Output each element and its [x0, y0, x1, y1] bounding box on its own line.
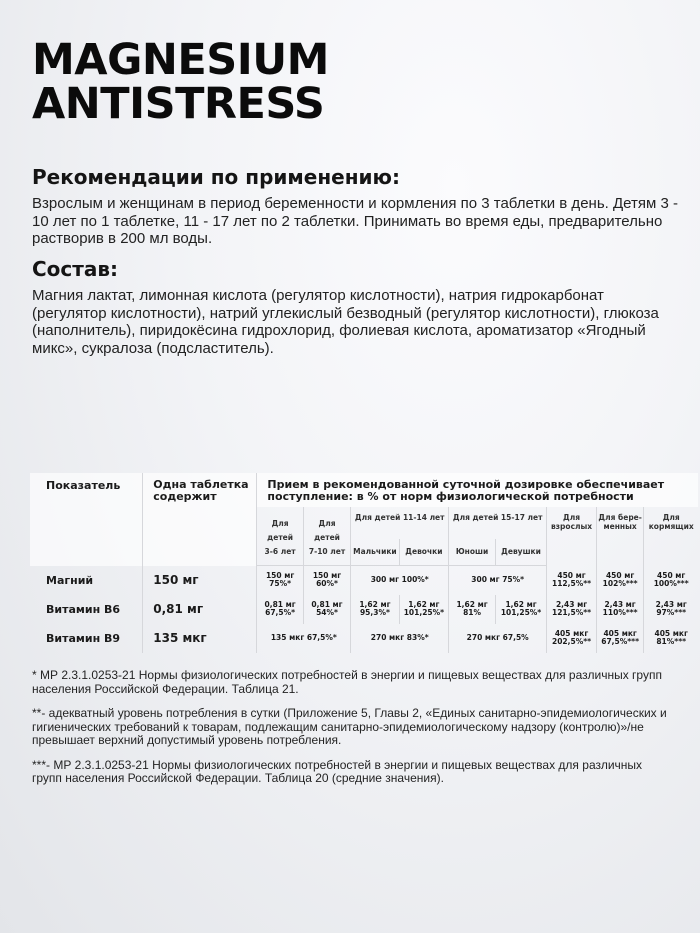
- cell-lactating: 2,43 мг 97%***: [644, 595, 698, 624]
- cell-boys: 1,62 мг 95,3%*: [351, 595, 399, 624]
- header-kids-15-17: Для детей 15-17 лет: [449, 507, 547, 539]
- row-name: Витамин В6: [46, 602, 121, 616]
- composition-section: [32, 257, 682, 357]
- footnotes: [32, 669, 672, 797]
- header-girls: Девочки: [399, 539, 449, 566]
- cell-kids-15-17: 300 мг 75%*: [449, 566, 547, 595]
- usage-heading: Рекомендации по применению:: [32, 165, 400, 189]
- header-lactating: Для кормящих: [644, 507, 698, 566]
- cell-girls: 1,62 мг 101,25%*: [399, 595, 449, 624]
- cell-adults: 450 мг 112,5%**: [547, 566, 597, 595]
- row-tablet: 135 мкг: [143, 624, 257, 653]
- cell-kids-7-10: 0,81 мг 54%*: [303, 595, 350, 624]
- usage-text: Взрослым и женщинам в период беременности и кормления по 3 таблетки в день. Детям 3 - 10 лет по 1 таблетке, 11 - 17 лет по 2 таблетки. Принимать во время еды, предварительно растворив в 200 мл воды.: [32, 195, 678, 247]
- header-boys: Мальчики: [351, 539, 399, 566]
- composition-heading: Состав:: [32, 257, 119, 281]
- cell-pregnant: 405 мкг 67,5%***: [596, 624, 644, 653]
- nutrition-table: [30, 473, 698, 653]
- title-line-2: ANTISTRESS: [32, 79, 325, 129]
- header-indicator: Показатель: [46, 479, 121, 492]
- table-row: [30, 624, 698, 653]
- cell-kids-3-10: 135 мкг 67,5%*: [257, 624, 351, 653]
- composition-text: Магния лактат, лимонная кислота (регулятор кислотности), натрия гидрокарбонат (регулятор кислотности), натрий углекислый безводный (регулятор кислотности), глюкоза (наполнитель), пиридокёсина гидрохлорид, фолиевая кислота, ароматизатор «Ягодный микс», сукралоза (подсластитель).: [32, 287, 659, 357]
- header-tablet: Одна таблетка содержит: [143, 473, 257, 566]
- header-young-women: Девушки: [495, 539, 546, 566]
- cell-kids-15-17: 270 мкг 67,5%: [449, 624, 547, 653]
- cell-pregnant: 450 мг 102%***: [596, 566, 644, 595]
- header-youths: Юноши: [449, 539, 496, 566]
- cell-youths: 1,62 мг 81%: [449, 595, 496, 624]
- cell-young-women: 1,62 мг 101,25%*: [495, 595, 546, 624]
- cell-lactating: 450 мг 100%***: [644, 566, 698, 595]
- footnote-2: **- адекватный уровень потребления в сутки (Приложение 5, Главы 2, «Единых санитарно-эпидемиологических и гигиенических требований к товарам, подлежащим санитарно-эпидемиологическому надзору (контролю)»/не превышает верхний допустимый уровень потребления.: [32, 706, 667, 747]
- row-name: Витамин В9: [46, 631, 121, 645]
- cell-kids-11-14: 270 мкг 83%*: [351, 624, 449, 653]
- header-kids-11-14: Для детей 11-14 лет: [351, 507, 449, 539]
- cell-lactating: 405 мкг 81%***: [644, 624, 698, 653]
- table-row: [30, 595, 698, 624]
- usage-section: [32, 165, 682, 248]
- product-title: [32, 35, 329, 129]
- row-name: Магний: [46, 573, 94, 587]
- cell-adults: 405 мкг 202,5%**: [547, 624, 597, 653]
- cell-kids-7-10: 150 мг 60%*: [303, 566, 350, 595]
- header-intake: Прием в рекомендованной суточной дозировке обеспечивает поступление: в % от норм физиологической потребности: [257, 473, 698, 507]
- header-kids-7-10: Для детей 7-10 лет: [303, 507, 350, 566]
- header-kids-3-6: Для детей 3-6 лет: [257, 507, 303, 566]
- title-line-1: MAGNESIUM: [32, 35, 329, 85]
- row-tablet: 150 мг: [143, 566, 257, 595]
- header-adults: Для взрослых: [547, 507, 597, 566]
- cell-pregnant: 2,43 мг 110%***: [596, 595, 644, 624]
- row-tablet: 0,81 мг: [143, 595, 257, 624]
- cell-kids-3-6: 0,81 мг 67,5%*: [257, 595, 303, 624]
- cell-kids-3-6: 150 мг 75%*: [257, 566, 303, 595]
- cell-kids-11-14: 300 мг 100%*: [351, 566, 449, 595]
- footnote-3: ***- МР 2.3.1.0253-21 Нормы физиологических потребностей в энергии и пищевых веществах для различных групп населения Российской Федерации. Таблица 20 (средние значения).: [32, 757, 643, 785]
- footnote-1: * МР 2.3.1.0253-21 Нормы физиологических потребностей в энергии и пищевых веществах для различных групп населения Российской Федерации. Таблица 21.: [32, 668, 662, 696]
- table-row: [30, 566, 698, 595]
- cell-adults: 2,43 мг 121,5%**: [547, 595, 597, 624]
- header-pregnant: Для бере-менных: [596, 507, 644, 566]
- table-header-row: [30, 473, 698, 507]
